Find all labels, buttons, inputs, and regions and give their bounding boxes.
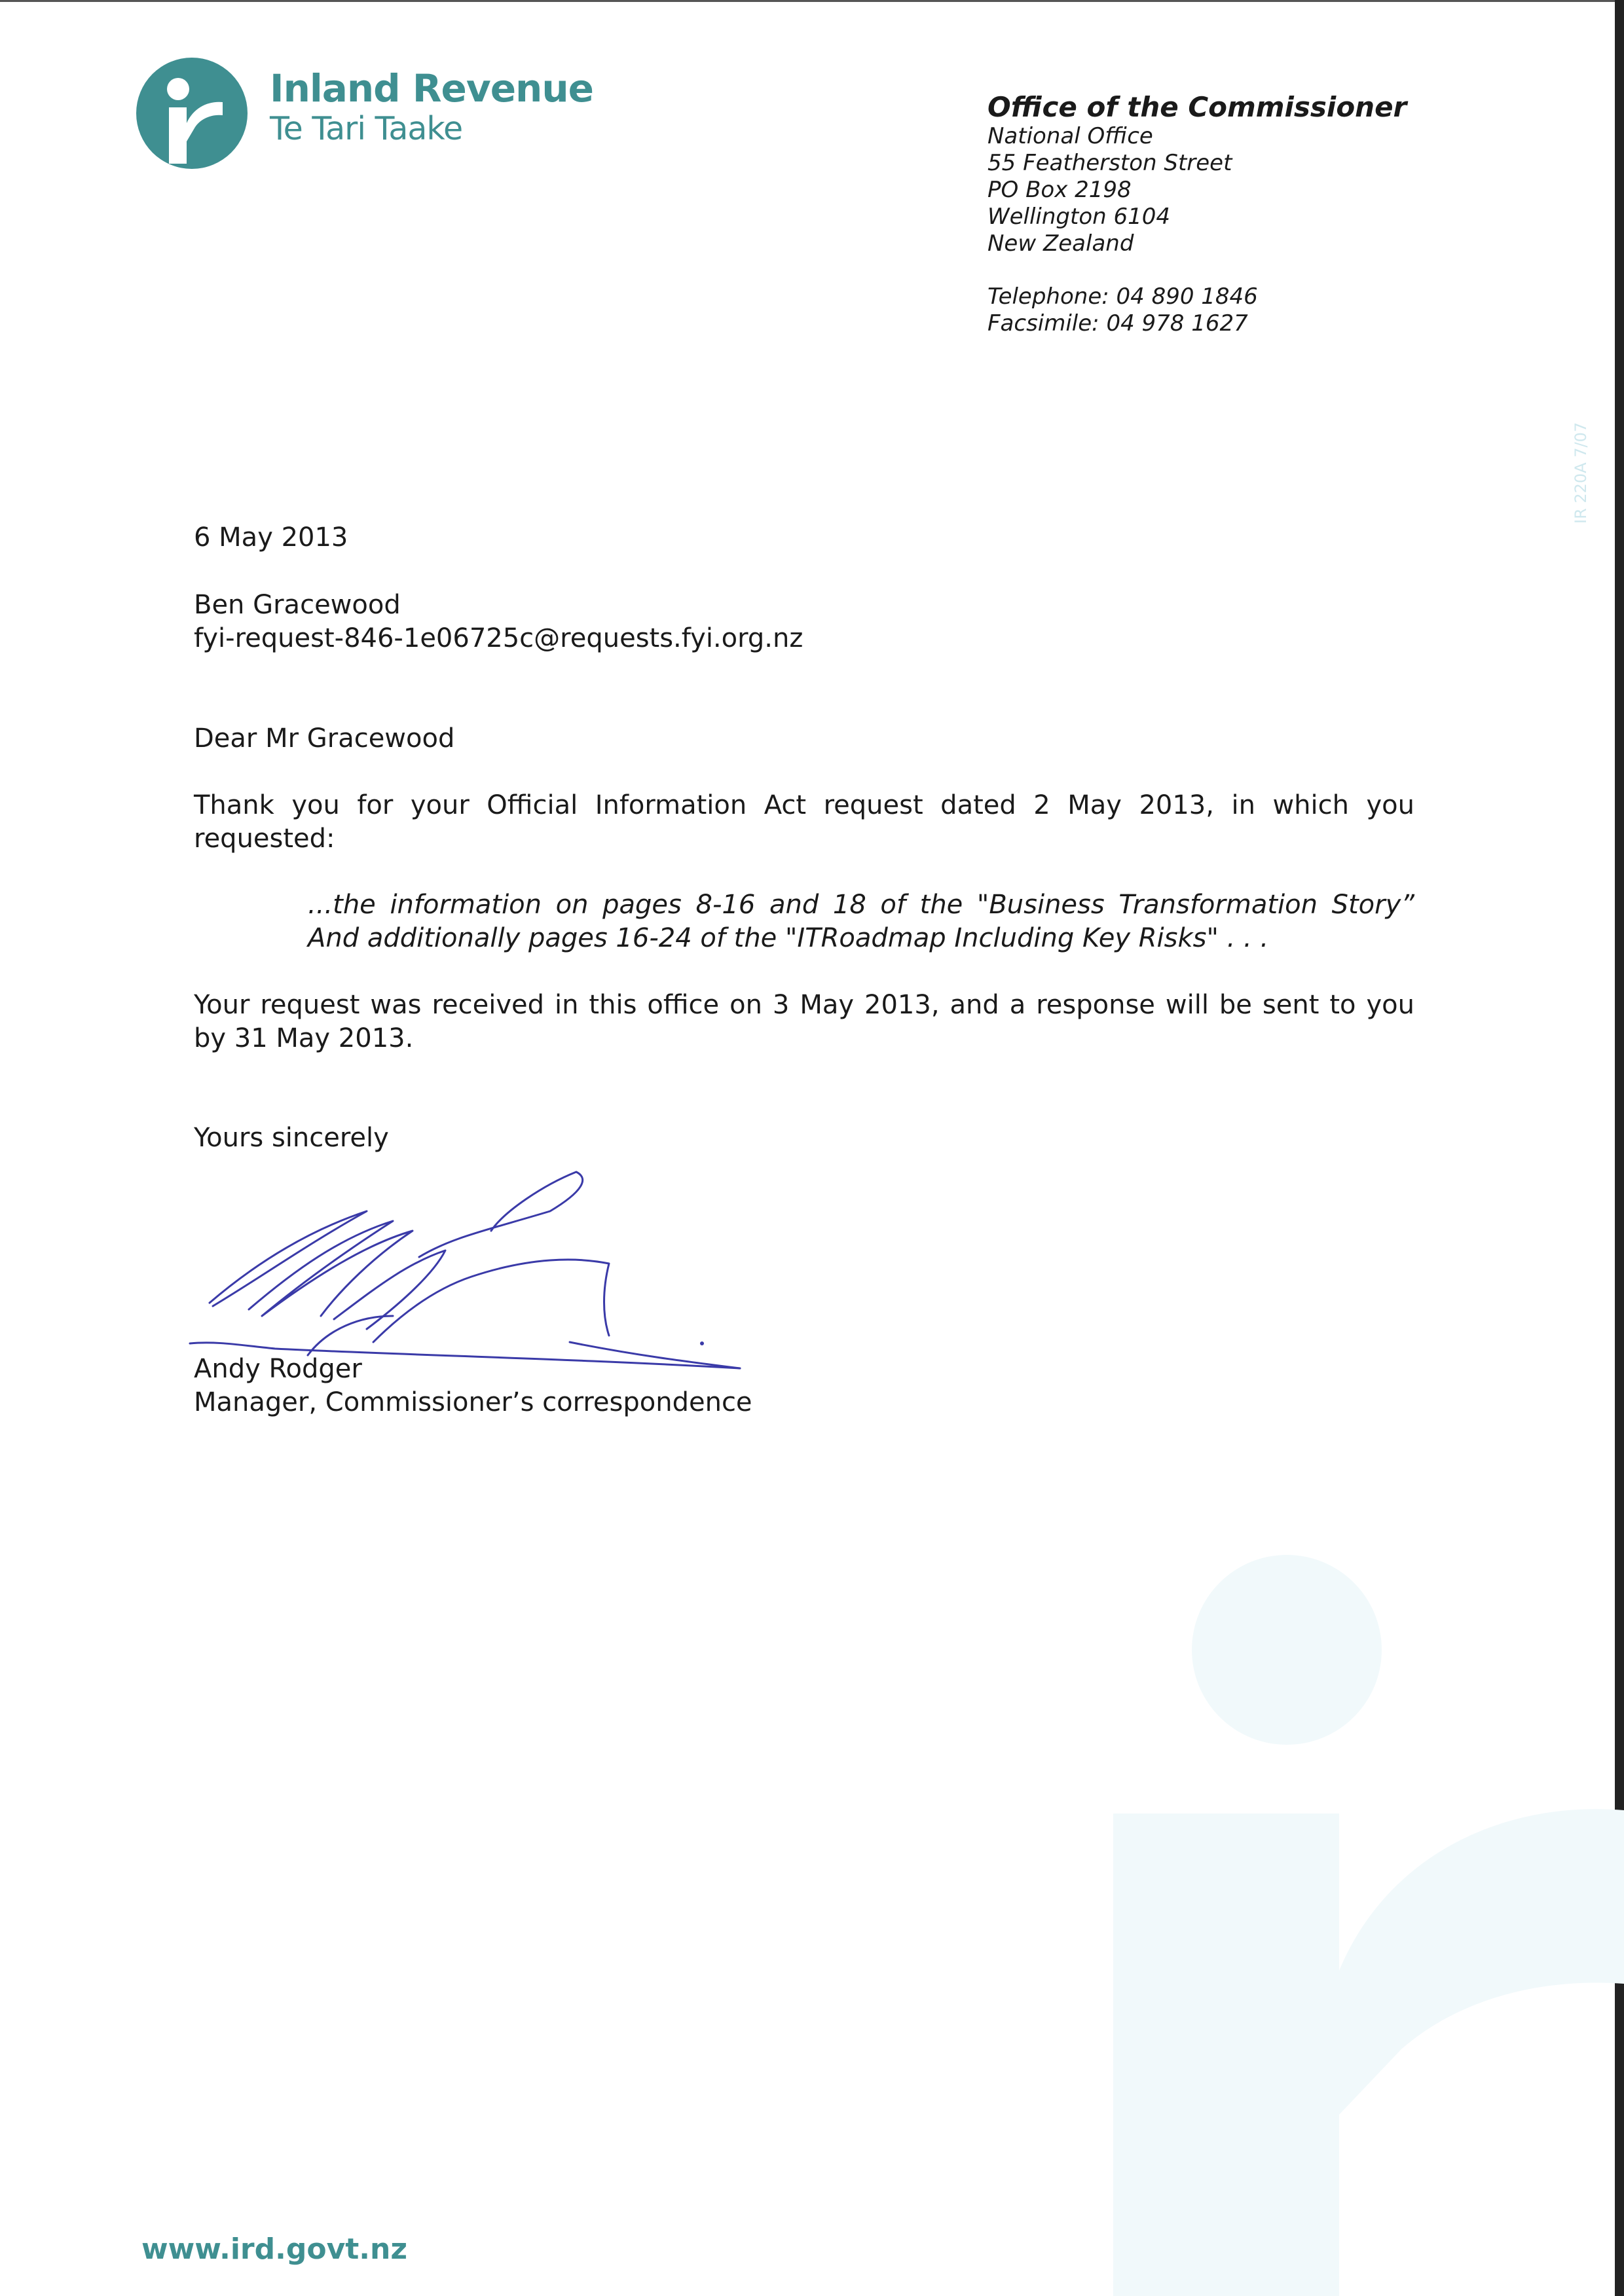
quoted-request bbox=[308, 888, 1414, 955]
paragraph-response: Your request was received in this office on 3 May 2013, and a response will be sent to you by 31 May 2013. bbox=[194, 990, 1414, 1053]
office-title: Office of the Commissioner bbox=[987, 91, 1407, 123]
recipient-email: fyi-request-846-1e06725c@requests.fyi.org.nz bbox=[194, 623, 803, 653]
office-address-block bbox=[987, 92, 1407, 337]
website-link[interactable]: www.ird.govt.nz bbox=[141, 2232, 407, 2266]
office-address-line: PO Box 2198 bbox=[987, 177, 1132, 203]
logo-wordmark bbox=[270, 66, 593, 147]
signer-name: Andy Rodger bbox=[194, 1354, 362, 1384]
ir-watermark bbox=[1113, 1552, 1624, 2296]
office-address-line: National Office bbox=[987, 123, 1153, 149]
inland-revenue-logo-icon bbox=[136, 58, 248, 169]
quote-line: ...the information on pages 8-16 and 18 of the "Business Transformation Story” bbox=[308, 890, 1414, 920]
office-facsimile: Facsimile: 04 978 1627 bbox=[987, 310, 1248, 337]
quote-line: And additionally pages 16-24 of the "ITRoadmap Including Key Risks" . . . bbox=[308, 923, 1269, 953]
salutation: Dear Mr Gracewood bbox=[194, 723, 455, 754]
brand-name-maori: Te Tari Taake bbox=[270, 110, 463, 147]
form-code: IR 220A 7/07 bbox=[1572, 422, 1590, 524]
office-address-line: 55 Featherston Street bbox=[987, 150, 1232, 176]
recipient-name: Ben Gracewood bbox=[194, 590, 401, 620]
scan-top-edge bbox=[0, 0, 1624, 2]
office-address-line: New Zealand bbox=[987, 230, 1134, 257]
paragraph-request: Thank you for your Official Information Act request dated 2 May 2013, in which you requested: bbox=[194, 790, 1414, 854]
signer-title: Manager, Commissioner’s correspondence bbox=[194, 1387, 752, 1417]
letter-date: 6 May 2013 bbox=[194, 522, 348, 553]
brand-name-english: Inland Revenue bbox=[270, 66, 593, 111]
office-telephone: Telephone: 04 890 1846 bbox=[987, 283, 1258, 310]
closing: Yours sincerely bbox=[194, 1123, 389, 1153]
office-address-line: Wellington 6104 bbox=[987, 204, 1171, 230]
